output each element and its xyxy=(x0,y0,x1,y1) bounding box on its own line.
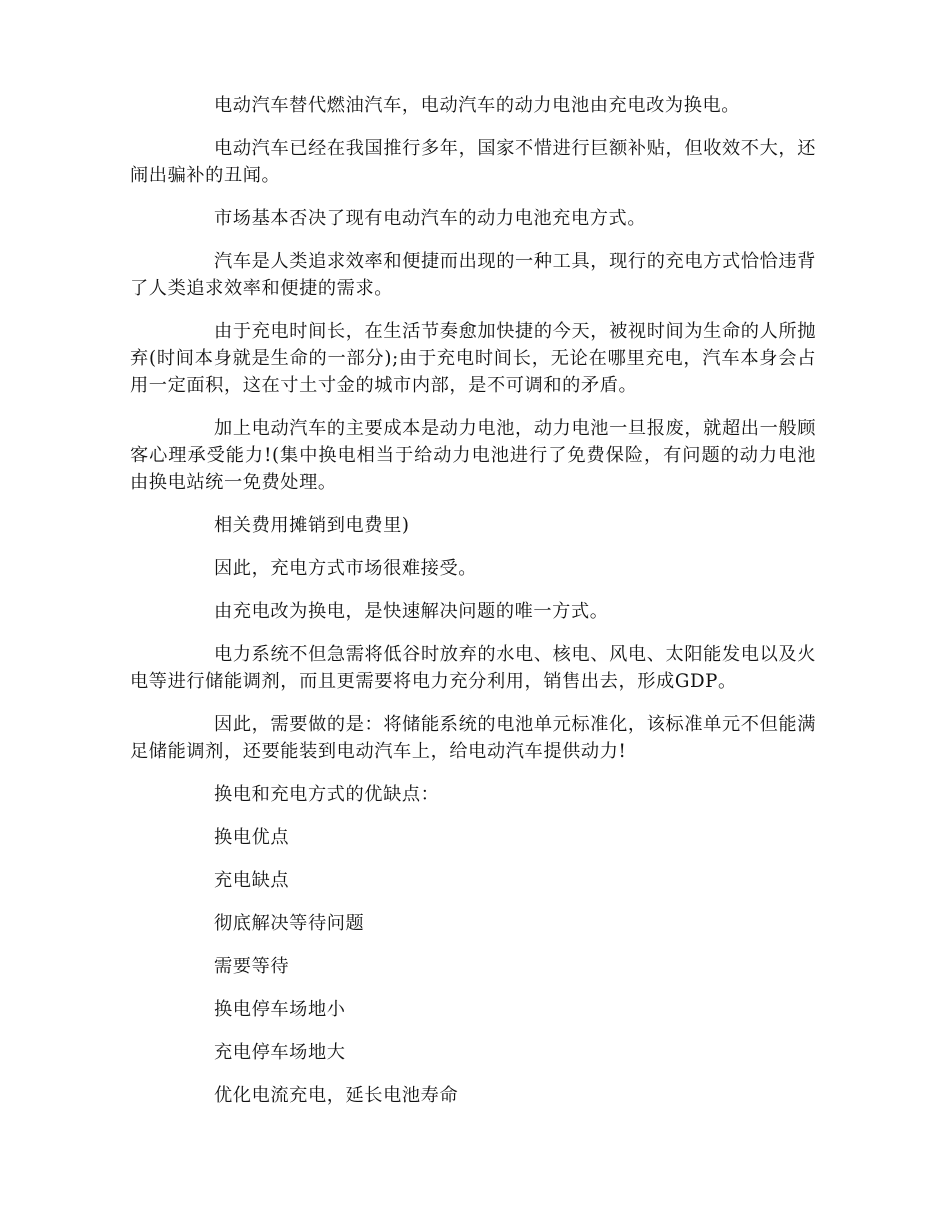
paragraph: 加上电动汽车的主要成本是动力电池，动力电池一旦报废，就超出一般顾客心理承受能力!(集中换电相当于给动力电池进行了免费保险，有问题的动力电池由换电站统一免费处理。 xyxy=(130,418,816,493)
paragraph: 由于充电时间长，在生活节奏愈加快捷的今天，被视时间为生命的人所抛弃(时间本身就是生命的一部分);由于充电时间长，无论在哪里充电，汽车本身会占用一定面积，这在寸土寸金的城市内部，是不可调和的矛盾。 xyxy=(130,321,816,396)
paragraph: 由充电改为换电，是快速解决问题的唯一方式。 xyxy=(214,601,609,622)
list-item: 充电缺点 xyxy=(214,870,290,891)
paragraph: 电动汽车替代燃油汽车，电动汽车的动力电池由充电改为换电。 xyxy=(214,95,741,116)
paragraph: 相关费用摊销到电费里) xyxy=(214,515,410,536)
list-item: 需要等待 xyxy=(214,956,290,977)
list-item: 换电优点 xyxy=(214,827,290,848)
list-heading: 换电和充电方式的优缺点： xyxy=(214,784,440,805)
document-body xyxy=(130,92,816,1125)
paragraph: 市场基本否决了现有电动汽车的动力电池充电方式。 xyxy=(214,208,647,229)
paragraph: 电动汽车已经在我国推行多年，国家不惜进行巨额补贴，但收效不大，还闹出骗补的丑闻。 xyxy=(130,138,816,186)
paragraph: 因此，充电方式市场很难接受。 xyxy=(214,558,478,579)
list-item: 彻底解决等待问题 xyxy=(214,913,365,934)
paragraph: 电力系统不但急需将低谷时放弃的水电、核电、风电、太阳能发电以及火电等进行储能调剂，而且更需要将电力充分利用，销售出去，形成GDP。 xyxy=(130,644,816,692)
list-item: 换电停车场地小 xyxy=(214,999,346,1020)
list-item: 优化电流充电，延长电池寿命 xyxy=(214,1085,459,1106)
list-item: 充电停车场地大 xyxy=(214,1042,346,1063)
paragraph: 汽车是人类追求效率和便捷而出现的一种工具，现行的充电方式恰恰违背了人类追求效率和便捷的需求。 xyxy=(130,251,816,299)
paragraph: 因此，需要做的是：将储能系统的电池单元标准化，该标准单元不但能满足储能调剂，还要能装到电动汽车上，给电动汽车提供动力! xyxy=(130,714,816,762)
